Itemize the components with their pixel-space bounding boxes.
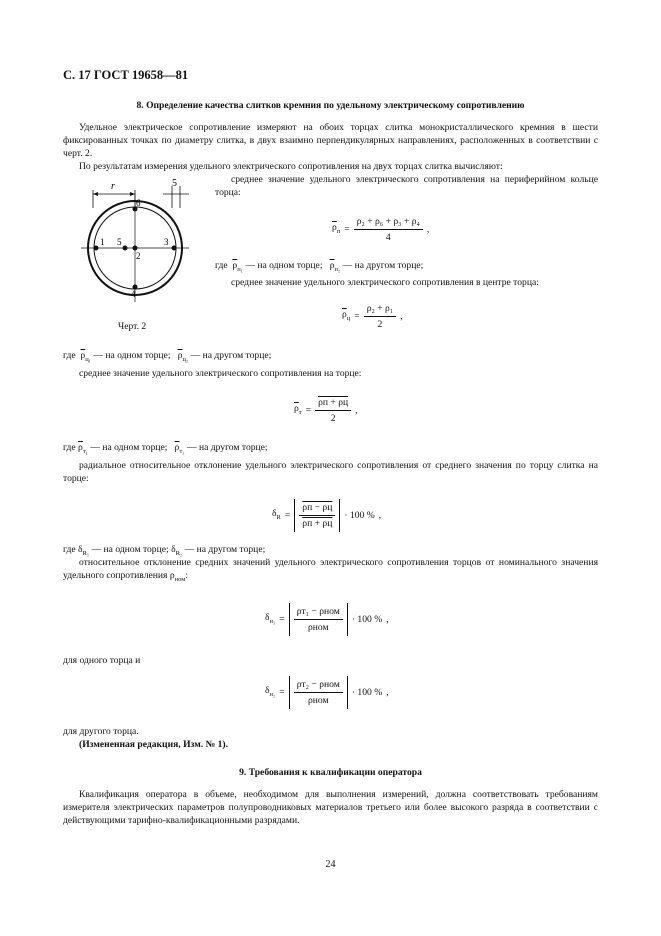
where-line-2: где $\overline{\rho}_{ц_1}$ — на одном торце; $\overline{\rho}_{ц_2}$ — на другом торце; (63, 350, 272, 363)
wafer-diagram (63, 172, 213, 342)
label-5: 5 (172, 178, 177, 189)
section-8-paragraph-3: среднее значение удельного электрического сопротивления на периферийном кольце торца: (215, 174, 598, 198)
formula-5: $\delta_{н_1}$ = $\frac{\text{ρт₁ − ρном}}{\text{ρном}}$ · 100 % , (265, 603, 389, 636)
section-8-paragraph-1: Удельное электрическое сопротивление измеряют на обоих торцах слитка монокристаллического кремния в шести фиксированных точках по диаметру слитка, в двух взаимно перпендикулярных направлениях, расположенных в соответствии с черт. 2. (63, 122, 598, 159)
where-line-1: где $\overline{\rho}_{п_1}$ — на одном торце; $\overline{\rho}_{п_2}$ — на другом торце; (215, 260, 424, 273)
section-8-title: 8. Определение качества слитков кремния по удельному электрическому сопротивлению (136, 100, 525, 111)
point-5 (123, 246, 128, 251)
figure-2 (63, 172, 213, 342)
for-other-end: для другого торца. (63, 726, 139, 737)
formula-6: $\delta_{н_2}$ = $\frac{\text{ρт₂ − ρном}}{\text{ρном}}$ · 100 % , (265, 676, 389, 709)
page-header: С. 17 ГОСТ 19658—81 (63, 68, 189, 82)
figure-caption: Черт. 2 (118, 321, 147, 332)
point-1 (94, 246, 99, 251)
where-line-3: где $\overline{\rho}_{т_1}$ — на одном торце; $\overline{\rho}_{т_2}$ — на другом торце; (63, 442, 268, 455)
where-line-4: где $\delta_{R_1}$ — на одном торце; $\delta_{R_2}$ — на другом торце; (63, 544, 266, 557)
label-point-5: 5 (117, 237, 122, 247)
section-8-paragraph-6: радиальное относительное отклонение удельного электрического сопротивления от среднего значения по торцу слитка на торце: (63, 460, 598, 484)
formula-2: $\overline{\rho}_ц$ = $\frac{\text{ρ₂ + ρ₁}}{2}$ , (342, 303, 403, 330)
label-point-3: 3 (164, 237, 169, 247)
point-3 (172, 246, 177, 251)
label-point-2: 2 (136, 251, 141, 261)
section-8-paragraph-2: По результатам измерения удельного электрического сопротивления на двух торцах слитка вычисляют: (79, 161, 503, 172)
arrowhead-left (93, 192, 98, 196)
formula-4: $\delta_R$ = $\frac{\rho п - \rho ц}{\rho п + \rho ц}$ · 100 % , (272, 499, 381, 532)
formula-3: $\overline{\rho}_т$ = $\frac{\rho п + \rho ц}{2}$ , (294, 397, 358, 424)
page-number: 24 (325, 859, 336, 870)
section-8-paragraph-4: среднее значение удельного электрического сопротивления в центре торца: (231, 277, 539, 288)
section-9-paragraph-1: Квалификация оператора в объеме, необходимом для выполнения измерений, должна соответствовать требованиям измерителя электрических параметров полупроводниковых материалов третьего или более высокого разряда в соответствии с действующими тарифно-квалификационными разрядами. (63, 789, 598, 826)
label-point-4: 4 (131, 289, 136, 299)
formula-1: $\overline{\rho}_п$ = $\frac{\text{ρ₂ + ρ₆ + ρ₃ + ρ₄}}{4}$ , (332, 216, 430, 243)
for-one-end: для одного торца и (63, 655, 141, 666)
revision-note: (Измененная редакция, Изм. № 1). (79, 739, 229, 750)
section-8-paragraph-5: среднее значение удельного электрического сопротивления на торце: (79, 368, 362, 379)
point-2 (133, 246, 138, 251)
label-r: r (111, 181, 115, 192)
label-point-1: 1 (100, 237, 105, 247)
arrowhead-right (130, 192, 135, 196)
label-point-6: 6 (136, 198, 141, 208)
section-9-title: 9. Требования к квалификации оператора (239, 767, 422, 778)
section-8-paragraph-7: относительное отклонение средних значений удельного электрического сопротивления торцов от номинального значения удельного сопротивления $\rho_{ном}$: (63, 557, 598, 583)
